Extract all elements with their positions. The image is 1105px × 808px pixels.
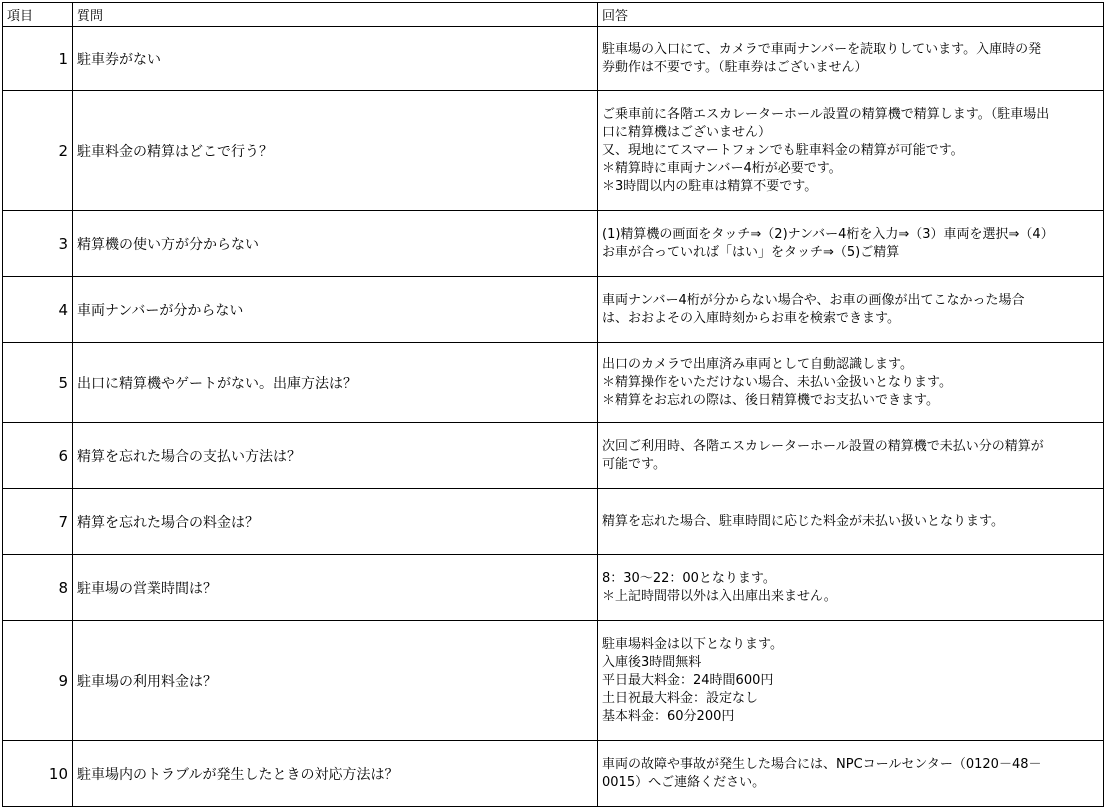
answer-line: は、おおよその入庫時刻からお車を検索できます。	[602, 310, 900, 326]
answer-line: 8：30～22：00となります。	[602, 570, 776, 586]
table-row	[3, 741, 1104, 807]
faq-table	[2, 2, 1104, 807]
answer-line: 0015）へご連絡ください。	[602, 774, 766, 790]
answer-cell	[598, 555, 1104, 621]
answer-line: 券動作は不要です。（駐車券はございません）	[602, 59, 868, 75]
answer-line: ＊3時間以内の駐車は精算不要です。	[602, 178, 818, 194]
item-number: 5	[3, 343, 73, 423]
answer-line: 車両ナンバー4桁が分からない場合や、お車の画像が出てこなかった場合	[602, 292, 1025, 308]
answer-line: 車両の故障や事故が発生した場合には、NPCコールセンター（0120－48－	[602, 756, 1042, 772]
item-number: 1	[3, 27, 73, 91]
question-cell: 精算機の使い方が分からない	[73, 211, 598, 277]
answer-line: 又、現地にてスマートフォンでも駐車料金の精算が可能です。	[602, 142, 964, 158]
question-cell: 駐車券がない	[73, 27, 598, 91]
answer-line: お車が合っていれば「はい」をタッチ⇒（5)ご精算	[602, 244, 900, 260]
item-number: 9	[3, 621, 73, 741]
answer-line: ＊精算操作をいただけない場合、未払い金扱いとなります。	[602, 374, 952, 390]
table-row	[3, 621, 1104, 741]
header-row	[3, 3, 1104, 27]
item-number: 8	[3, 555, 73, 621]
answer-line: ＊上記時間帯以外は入出庫出来ません。	[602, 588, 837, 604]
answer-line: ご乗車前に各階エスカレーターホール設置の精算機で精算します。（駐車場出	[602, 106, 1050, 122]
item-number: 10	[3, 741, 73, 807]
answer-line: (1)精算機の画面をタッチ⇒（2)ナンバー4桁を入力⇒（3）車両を選択⇒（4）	[602, 226, 1054, 242]
item-number: 6	[3, 423, 73, 489]
header-no: 項目	[3, 3, 73, 27]
answer-line: 基本料金：60分200円	[602, 708, 735, 724]
table-row	[3, 27, 1104, 91]
answer-line: 入庫後3時間無料	[602, 654, 702, 670]
answer-line: 口に精算機はございません）	[602, 124, 772, 140]
table-row	[3, 211, 1104, 277]
answer-line: 土日祝最大料金：設定なし	[602, 690, 759, 706]
answer-line: ＊精算をお忘れの際は、後日精算機でお支払いできます。	[602, 392, 939, 408]
table-row	[3, 277, 1104, 343]
answer-cell	[598, 621, 1104, 741]
question-cell: 出口に精算機やゲートがない。出庫方法は？	[73, 343, 598, 423]
table-row	[3, 555, 1104, 621]
answer-cell	[598, 489, 1104, 555]
answer-cell	[598, 91, 1104, 211]
question-cell: 車両ナンバーが分からない	[73, 277, 598, 343]
answer-cell	[598, 277, 1104, 343]
item-number: 7	[3, 489, 73, 555]
answer-line: 次回ご利用時、各階エスカレーターホール設置の精算機で未払い分の精算が	[602, 438, 1044, 454]
answer-cell	[598, 211, 1104, 277]
item-number: 3	[3, 211, 73, 277]
table-row	[3, 489, 1104, 555]
answer-cell	[598, 423, 1104, 489]
question-cell: 駐車場の営業時間は？	[73, 555, 598, 621]
header-question: 質問	[73, 3, 598, 27]
answer-line: 駐車場料金は以下となります。	[602, 636, 783, 652]
answer-line: 可能です。	[602, 456, 666, 472]
answer-line: 精算を忘れた場合、駐車時間に応じた料金が未払い扱いとなります。	[602, 513, 1004, 529]
question-cell: 駐車場の利用料金は？	[73, 621, 598, 741]
answer-line: 駐車場の入口にて、カメラで車両ナンバーを読取りしています。入庫時の発	[602, 41, 1042, 57]
answer-cell	[598, 741, 1104, 807]
table-row	[3, 91, 1104, 211]
answer-line: 出口のカメラで出庫済み車両として自動認識します。	[602, 356, 913, 372]
item-number: 2	[3, 91, 73, 211]
question-cell: 駐車場内のトラブルが発生したときの対応方法は？	[73, 741, 598, 807]
answer-cell	[598, 343, 1104, 423]
item-number: 4	[3, 277, 73, 343]
question-cell: 精算を忘れた場合の料金は？	[73, 489, 598, 555]
question-cell: 駐車料金の精算はどこで行う？	[73, 91, 598, 211]
table-row	[3, 423, 1104, 489]
question-cell: 精算を忘れた場合の支払い方法は？	[73, 423, 598, 489]
table-row	[3, 343, 1104, 423]
header-answer: 回答	[598, 3, 1104, 27]
answer-line: 平日最大料金：24時間600円	[602, 672, 774, 688]
answer-line: ＊精算時に車両ナンバー4桁が必要です。	[602, 160, 842, 176]
answer-cell	[598, 27, 1104, 91]
